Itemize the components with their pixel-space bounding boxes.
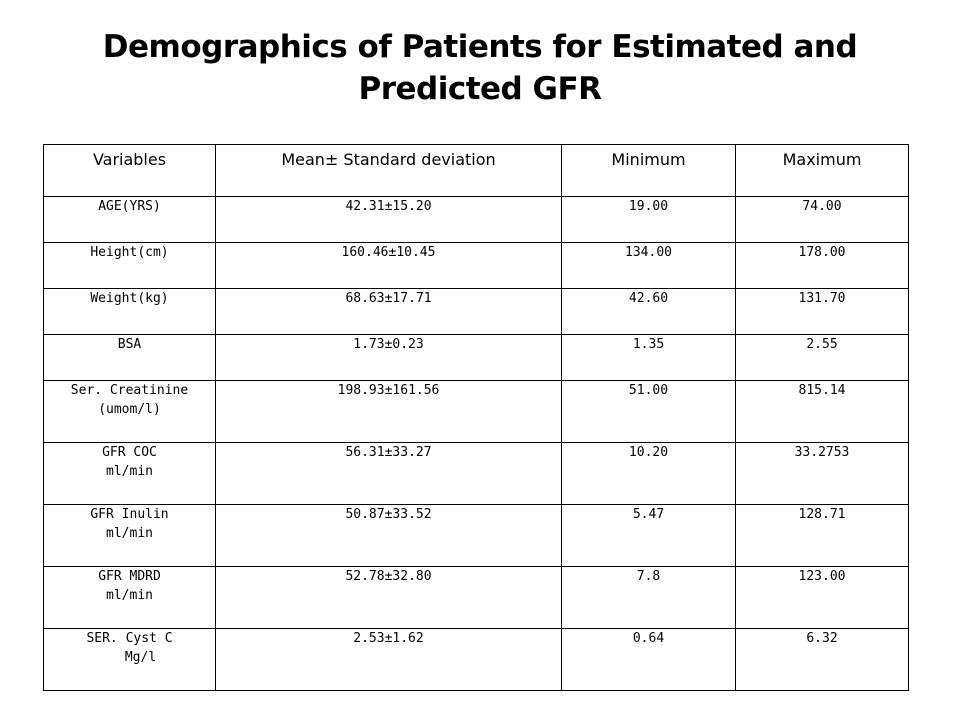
header-mean-sd: Mean± Standard deviation <box>216 145 562 197</box>
variable-label: GFR COC <box>102 445 157 460</box>
variable-cell <box>44 335 216 381</box>
table-row <box>44 505 909 567</box>
variable-label: Ser. Creatinine <box>70 383 189 398</box>
mean-sd-cell: 2.53±1.62 <box>216 629 562 691</box>
table-row <box>44 197 909 243</box>
table-row <box>44 629 909 691</box>
header-variables: Variables <box>44 145 216 197</box>
maximum-cell: 128.71 <box>736 505 909 567</box>
maximum-cell: 74.00 <box>736 197 909 243</box>
minimum-cell: 10.20 <box>562 443 736 505</box>
maximum-cell: 6.32 <box>736 629 909 691</box>
maximum-cell: 131.70 <box>736 289 909 335</box>
mean-sd-cell: 198.93±161.56 <box>216 381 562 443</box>
mean-sd-cell: 42.31±15.20 <box>216 197 562 243</box>
variable-cell <box>44 381 216 443</box>
variable-label: GFR Inulin <box>90 507 169 522</box>
minimum-cell: 42.60 <box>562 289 736 335</box>
minimum-cell: 0.64 <box>562 629 736 691</box>
variable-label: Weight(kg) <box>90 291 169 306</box>
table-row <box>44 381 909 443</box>
mean-sd-cell: 160.46±10.45 <box>216 243 562 289</box>
minimum-cell: 51.00 <box>562 381 736 443</box>
maximum-cell: 2.55 <box>736 335 909 381</box>
minimum-cell: 19.00 <box>562 197 736 243</box>
variable-cell <box>44 443 216 505</box>
header-maximum: Maximum <box>736 145 909 197</box>
variable-label: SER. Cyst C <box>86 631 173 646</box>
demographics-table <box>43 144 909 691</box>
page-title <box>0 26 960 110</box>
variable-label: Height(cm) <box>90 245 169 260</box>
header-minimum: Minimum <box>562 145 736 197</box>
table-row <box>44 443 909 505</box>
mean-sd-cell: 1.73±0.23 <box>216 335 562 381</box>
minimum-cell: 7.8 <box>562 567 736 629</box>
table-header-row <box>44 145 909 197</box>
mean-sd-cell: 56.31±33.27 <box>216 443 562 505</box>
maximum-cell: 33.2753 <box>736 443 909 505</box>
table-row <box>44 243 909 289</box>
variable-cell <box>44 505 216 567</box>
title-line-2: Predicted GFR <box>358 71 602 107</box>
minimum-cell: 134.00 <box>562 243 736 289</box>
minimum-cell: 5.47 <box>562 505 736 567</box>
variable-unit: (umom/l) <box>98 402 161 417</box>
variable-cell <box>44 289 216 335</box>
mean-sd-cell: 68.63±17.71 <box>216 289 562 335</box>
variable-cell <box>44 243 216 289</box>
variable-unit: ml/min <box>106 588 153 603</box>
variable-label: GFR MDRD <box>98 569 161 584</box>
variable-unit: ml/min <box>106 464 153 479</box>
minimum-cell: 1.35 <box>562 335 736 381</box>
mean-sd-cell: 52.78±32.80 <box>216 567 562 629</box>
title-line-1: Demographics of Patients for Estimated and <box>102 29 858 65</box>
variable-cell <box>44 567 216 629</box>
table-row <box>44 335 909 381</box>
maximum-cell: 178.00 <box>736 243 909 289</box>
variable-cell <box>44 629 216 691</box>
table-row <box>44 289 909 335</box>
variable-unit: ml/min <box>106 526 153 541</box>
variable-label: BSA <box>117 337 142 352</box>
variable-unit: Mg/l <box>124 650 157 665</box>
variable-cell <box>44 197 216 243</box>
table-row <box>44 567 909 629</box>
maximum-cell: 815.14 <box>736 381 909 443</box>
maximum-cell: 123.00 <box>736 567 909 629</box>
mean-sd-cell: 50.87±33.52 <box>216 505 562 567</box>
variable-label: AGE(YRS) <box>98 199 161 214</box>
